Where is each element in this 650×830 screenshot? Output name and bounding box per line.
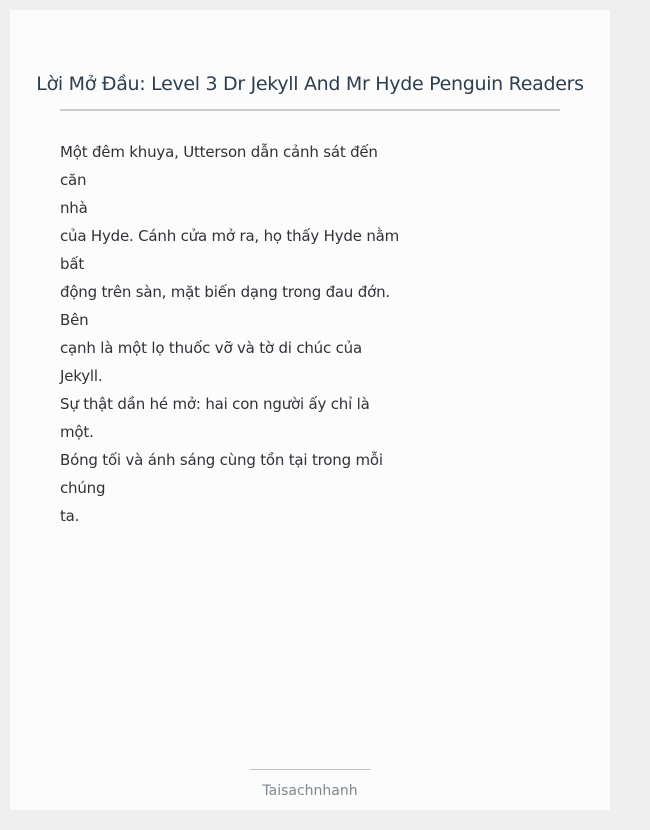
page-title: Lời Mở Đầu: Level 3 Dr Jekyll And Mr Hyde Penguin Readers: [36, 73, 584, 95]
body-line: cạnh là một lọ thuốc vỡ và tờ di chúc của: [60, 339, 362, 357]
body-line: một.: [60, 423, 94, 441]
body-line: chúng: [60, 479, 106, 497]
body-line: Bên: [60, 311, 89, 329]
body-line: bất: [60, 255, 84, 273]
body-line: Jekyll.: [60, 367, 103, 385]
body-line: Bóng tối và ánh sáng cùng tồn tại trong mỗi: [60, 451, 383, 469]
body-line: của Hyde. Cánh cửa mở ra, họ thấy Hyde nằm: [60, 227, 400, 245]
body-text: [60, 138, 405, 530]
body-line: ta.: [60, 507, 80, 525]
footer-divider: [250, 769, 371, 770]
footer-source: Taisachnhanh: [262, 783, 358, 799]
document-page: [10, 10, 610, 810]
body-line: động trên sàn, mặt biến dạng trong đau đớn.: [60, 283, 390, 301]
title-divider: [60, 109, 560, 111]
body-line: nhà: [60, 199, 88, 217]
body-line: Một đêm khuya, Utterson dẫn cảnh sát đến căn: [60, 143, 378, 189]
body-line: Sự thật dần hé mở: hai con người ấy chỉ là: [60, 395, 370, 413]
